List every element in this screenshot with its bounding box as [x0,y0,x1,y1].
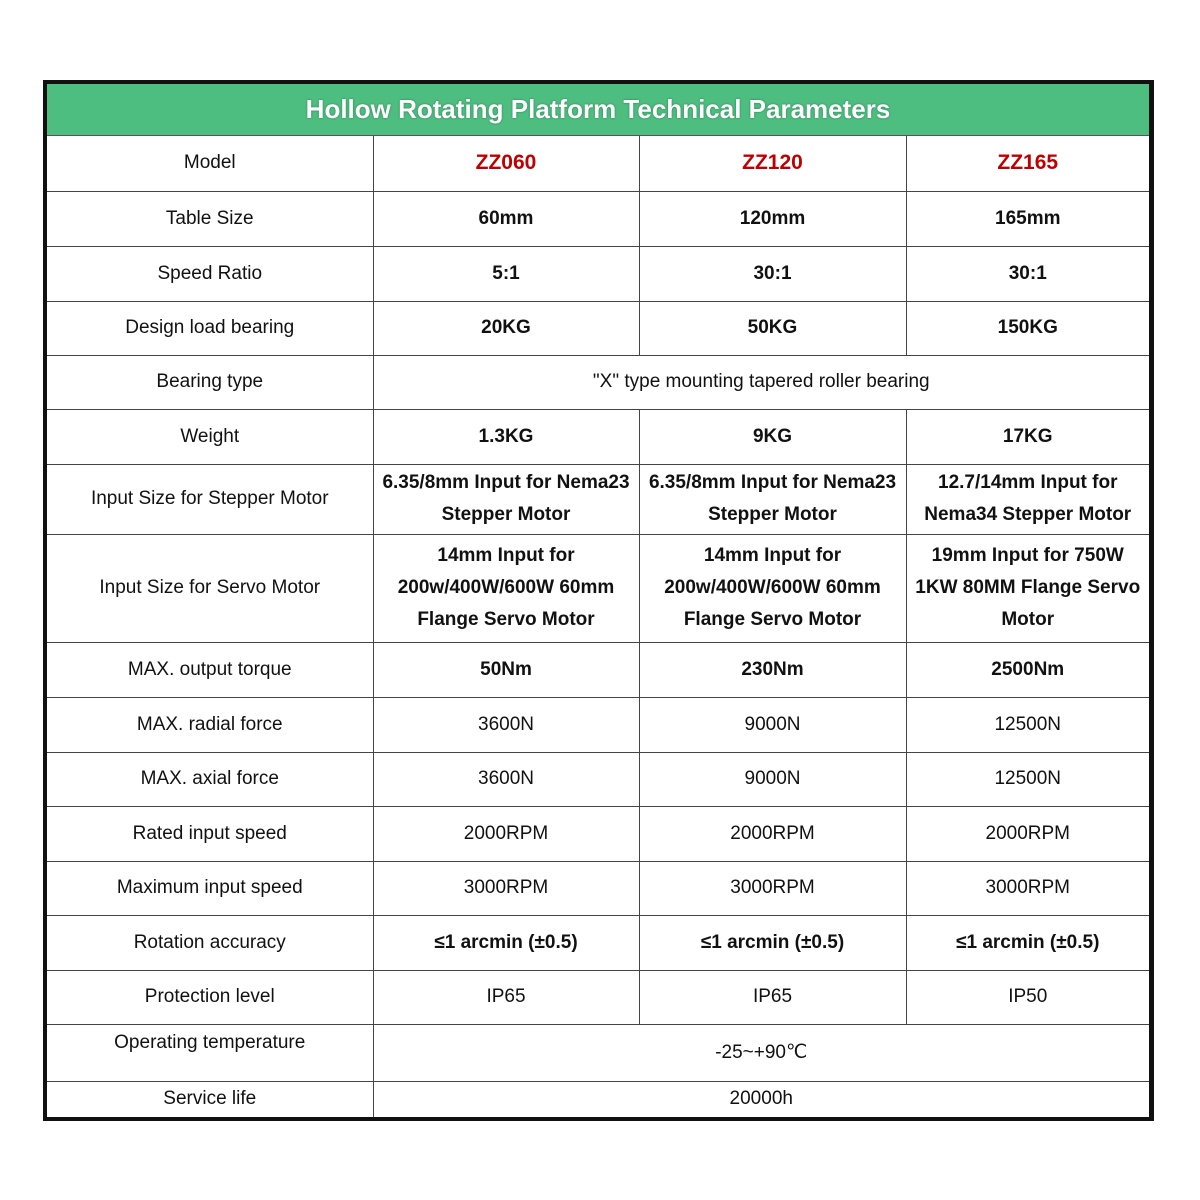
row-label: Maximum input speed [47,861,373,915]
value-cell: IP65 [639,970,906,1024]
value-cell: 3000RPM [373,861,639,915]
value-cell: 50KG [639,301,906,355]
row-label: Input Size for Stepper Motor [47,464,373,534]
value-cell: ZZ120 [639,136,906,191]
value-cell: 50Nm [373,642,639,697]
value-cell: IP50 [906,970,1149,1024]
table-row [47,409,1149,464]
value-cell: 2000RPM [639,806,906,861]
table-row [47,246,1149,301]
value-cell: 12500N [906,752,1149,806]
row-label: Protection level [47,970,373,1024]
table-row [47,136,1149,191]
value-cell: 3600N [373,752,639,806]
value-cell: 3000RPM [906,861,1149,915]
row-label: Model [47,136,373,191]
table-row [47,1081,1149,1117]
value-cell: 17KG [906,409,1149,464]
row-label: Speed Ratio [47,246,373,301]
value-cell: 14mm Input for 200w/400W/600W 60mm Flange Servo Motor [373,534,639,642]
parameters-table-frame [43,80,1154,1121]
table-row [47,970,1149,1024]
value-cell: ZZ060 [373,136,639,191]
value-cell: 19mm Input for 750W 1KW 80MM Flange Servo Motor [906,534,1149,642]
value-cell: IP65 [373,970,639,1024]
shared-value-cell: 20000h [373,1081,1149,1117]
table-row [47,355,1149,409]
value-cell: 3000RPM [639,861,906,915]
value-cell: 60mm [373,191,639,246]
row-label: Bearing type [47,355,373,409]
parameters-table [47,136,1149,1117]
value-cell: ≤1 arcmin (±0.5) [639,915,906,970]
value-cell: 2000RPM [906,806,1149,861]
table-row [47,464,1149,534]
row-label: MAX. output torque [47,642,373,697]
row-label: Weight [47,409,373,464]
table-row [47,915,1149,970]
table-row [47,806,1149,861]
row-label: Rated input speed [47,806,373,861]
row-label: Design load bearing [47,301,373,355]
value-cell: 165mm [906,191,1149,246]
value-cell: ≤1 arcmin (±0.5) [373,915,639,970]
value-cell: 120mm [639,191,906,246]
value-cell: 30:1 [639,246,906,301]
row-label: Operating temperature [47,1024,373,1081]
value-cell: 3600N [373,697,639,752]
value-cell: 150KG [906,301,1149,355]
table-row [47,1024,1149,1081]
value-cell: 5:1 [373,246,639,301]
value-cell: 6.35/8mm Input for Nema23 Stepper Motor [639,464,906,534]
row-label: Table Size [47,191,373,246]
value-cell: 30:1 [906,246,1149,301]
table-row [47,642,1149,697]
shared-value-cell: "X" type mounting tapered roller bearing [373,355,1149,409]
table-row [47,534,1149,642]
value-cell: 1.3KG [373,409,639,464]
value-cell: 9000N [639,697,906,752]
value-cell: 230Nm [639,642,906,697]
value-cell: 12500N [906,697,1149,752]
value-cell: 6.35/8mm Input for Nema23 Stepper Motor [373,464,639,534]
row-label: Rotation accuracy [47,915,373,970]
value-cell: ZZ165 [906,136,1149,191]
value-cell: 2000RPM [373,806,639,861]
row-label: Input Size for Servo Motor [47,534,373,642]
row-label: Service life [47,1081,373,1117]
table-row [47,191,1149,246]
shared-value-cell: -25~+90℃ [373,1024,1149,1081]
table-row [47,861,1149,915]
value-cell: 9000N [639,752,906,806]
row-label: MAX. axial force [47,752,373,806]
value-cell: 14mm Input for 200w/400W/600W 60mm Flange Servo Motor [639,534,906,642]
table-row [47,752,1149,806]
value-cell: 9KG [639,409,906,464]
value-cell: 2500Nm [906,642,1149,697]
table-title: Hollow Rotating Platform Technical Parameters [47,84,1149,136]
value-cell: 20KG [373,301,639,355]
row-label: MAX. radial force [47,697,373,752]
table-row [47,697,1149,752]
value-cell: 12.7/14mm Input for Nema34 Stepper Motor [906,464,1149,534]
table-row [47,301,1149,355]
value-cell: ≤1 arcmin (±0.5) [906,915,1149,970]
